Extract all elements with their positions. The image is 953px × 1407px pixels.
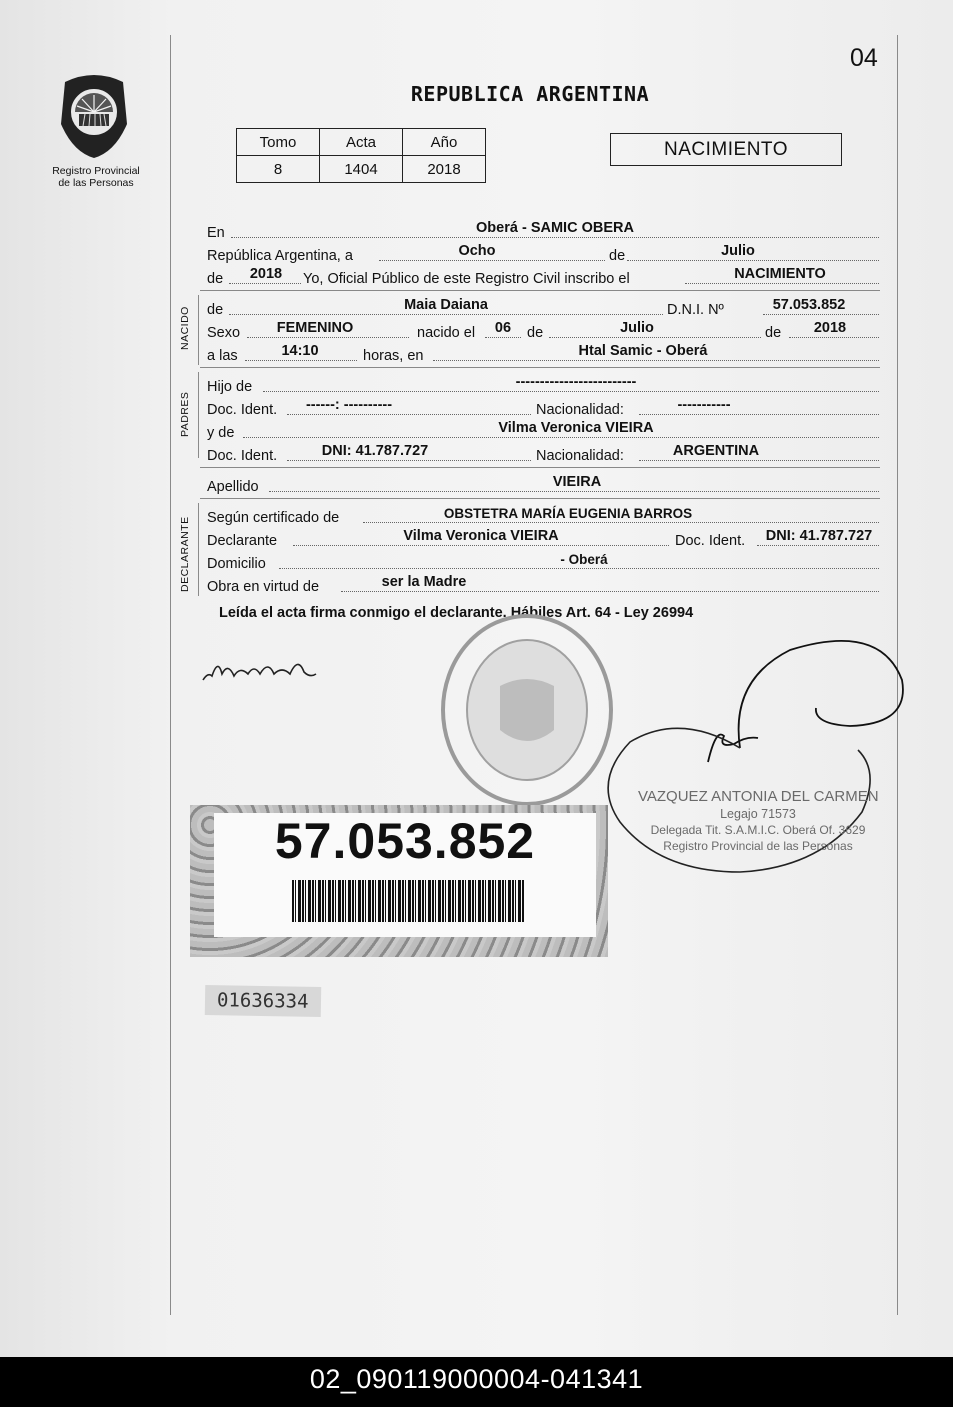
nacido-row-time (207, 344, 879, 364)
closing-statement: Leída el acta firma conmigo el declarante. Hábiles Art. 64 - Ley 26994 (219, 605, 694, 621)
dotted-line (293, 545, 669, 546)
separator (200, 467, 880, 468)
declarante-row-obra (207, 575, 879, 595)
dotted-line (639, 460, 879, 461)
nacido-section-label: NACIDO (179, 306, 191, 350)
dotted-line (757, 545, 879, 546)
dotted-line (247, 337, 409, 338)
logo-caption-line1: Registro Provincial (52, 165, 140, 177)
registry-header-row (237, 129, 486, 156)
birth-year: 2018 (813, 320, 847, 336)
padres-row-mother-doc (207, 444, 879, 464)
birth-month: Julio (620, 320, 654, 336)
doc-label: Doc. Ident. (207, 402, 278, 418)
act-type-box: NACIMIENTO (610, 133, 842, 166)
sexo-value: FEMENINO (276, 320, 354, 336)
padres-divider (198, 372, 199, 458)
dotted-line (269, 491, 879, 492)
dni-label: D.N.I. Nº (667, 302, 724, 318)
alas-label: a las (207, 348, 238, 364)
dotted-line (379, 260, 605, 261)
barcode-icon (292, 880, 524, 922)
obra-value: ser la Madre (381, 574, 467, 590)
child-dni: 57.053.852 (772, 297, 846, 313)
declarante-row-cert (207, 506, 879, 526)
dotted-line (245, 360, 357, 361)
doc-label: Doc. Ident. (207, 448, 278, 464)
footer-code-bar (0, 1357, 953, 1407)
logo-caption (40, 165, 152, 189)
mother-doc: DNI: 41.787.727 (321, 443, 429, 459)
declarante-section-label: DECLARANTE (179, 516, 191, 592)
anio-header: Año (403, 129, 486, 156)
birth-time: 14:10 (281, 343, 319, 359)
nacido-row-name (207, 298, 879, 318)
apellido-row (207, 475, 879, 495)
dotted-line (263, 391, 879, 392)
official-name: VAZQUEZ ANTONIA DEL CARMEN (638, 788, 879, 805)
registry-value-row (237, 156, 486, 183)
dni-sticker-number: 57.053.852 (274, 813, 536, 869)
declarante-row-domicilio (207, 552, 879, 572)
birth-day: 06 (494, 320, 512, 336)
page-number: 04 (850, 44, 878, 72)
dotted-line (287, 414, 531, 415)
de-label: de (527, 325, 544, 341)
dotted-line (243, 437, 879, 438)
domicilio-label: Domicilio (207, 556, 266, 572)
tomo-header: Tomo (237, 129, 320, 156)
declarante-name: Vilma Veronica VIEIRA (403, 528, 559, 544)
left-margin-line (170, 35, 171, 1315)
padres-row-father (207, 375, 879, 395)
de2-label: de (207, 271, 224, 287)
segun-label: Según certificado de (207, 510, 340, 526)
certificado-value: OBSTETRA MARÍA EUGENIA BARROS (443, 506, 693, 521)
dotted-line (287, 460, 531, 461)
de-label: de (765, 325, 782, 341)
nacido-el-label: nacido el (417, 325, 476, 341)
nacionalidad-label: Nacionalidad: (536, 402, 624, 418)
day-value: Ocho (458, 243, 496, 259)
official-registry: Registro Provincial de las Personas (663, 839, 853, 853)
dotted-line (341, 591, 879, 592)
domicilio-value: - Oberá (560, 552, 608, 567)
anio-value: 2018 (403, 156, 486, 183)
serial-stamp: 01636334 (205, 985, 321, 1017)
declarante-doc: DNI: 41.787.727 (765, 528, 873, 544)
dotted-line (231, 237, 879, 238)
mother-name: Vilma Veronica VIEIRA (498, 420, 654, 436)
acta-value: 1404 (320, 156, 403, 183)
padres-row-father-doc (207, 398, 879, 418)
dotted-line (789, 337, 879, 338)
dotted-line (639, 414, 879, 415)
nacionalidad-label: Nacionalidad: (536, 448, 624, 464)
padres-row-mother (207, 421, 879, 441)
apellido-value: VIEIRA (552, 474, 602, 490)
place-value: Oberá - SAMIC OBERA (476, 220, 634, 236)
father-nationality: ----------- (677, 397, 731, 413)
intro-row-place (207, 221, 879, 241)
dotted-line (549, 337, 761, 338)
mother-nationality: ARGENTINA (672, 443, 760, 459)
registry-round-seal-icon (438, 612, 616, 808)
official-role: Delegada Tit. S.A.M.I.C. Oberá Of. 3629 (650, 823, 866, 837)
intro-row-date (207, 244, 879, 264)
registry-table (236, 128, 486, 183)
act-value: NACIMIENTO (734, 266, 826, 282)
official-legajo: Legajo 71573 (720, 807, 796, 821)
acta-header: Acta (320, 129, 403, 156)
apellido-label: Apellido (207, 479, 259, 495)
sexo-label: Sexo (207, 325, 241, 341)
separator (200, 367, 880, 368)
document-title: REPUBLICA ARGENTINA (410, 82, 650, 106)
declarante-row-name (207, 529, 879, 549)
dotted-line (433, 360, 879, 361)
horas-label: horas, en (363, 348, 424, 364)
birth-place: Htal Samic - Oberá (578, 343, 708, 359)
declarante-label: Declarante (207, 533, 278, 549)
tomo-value: 8 (237, 156, 320, 183)
footer-code: 02_090119000004-041341 (309, 1364, 644, 1394)
oficial-text: Yo, Oficial Público de este Registro Civil inscribo el (303, 271, 630, 287)
father-doc: ------: ---------- (305, 397, 393, 413)
dotted-line (485, 337, 521, 338)
dotted-line (279, 568, 879, 569)
doc-label: Doc. Ident. (675, 533, 746, 549)
child-name: Maia Daiana (404, 297, 488, 313)
dotted-line (627, 260, 879, 261)
year-value: 2018 (249, 266, 283, 282)
hijo-label: Hijo de (207, 379, 253, 395)
nacido-divider (198, 295, 199, 365)
declarante-divider (198, 503, 199, 596)
intro-row-act (207, 267, 879, 287)
en-label: En (207, 225, 225, 241)
de-label: de (609, 248, 626, 264)
official-seal-text (638, 788, 878, 853)
logo-caption-line2: de las Personas (58, 177, 134, 189)
declarant-signature-icon (200, 652, 320, 688)
dotted-line (763, 314, 879, 315)
republica-label: República Argentina, a (207, 248, 353, 264)
separator (200, 498, 880, 499)
yde-label: y de (207, 425, 235, 441)
separator (200, 290, 880, 291)
month-value: Julio (721, 243, 755, 259)
obra-label: Obra en virtud de (207, 579, 320, 595)
dotted-line (685, 283, 879, 284)
de-label: de (207, 302, 224, 318)
dotted-line (229, 283, 301, 284)
padres-section-label: PADRES (179, 391, 191, 437)
nacido-row-sex (207, 321, 879, 341)
father-name: ------------------------- (515, 374, 637, 390)
dotted-line (363, 522, 879, 523)
dotted-line (229, 314, 663, 315)
